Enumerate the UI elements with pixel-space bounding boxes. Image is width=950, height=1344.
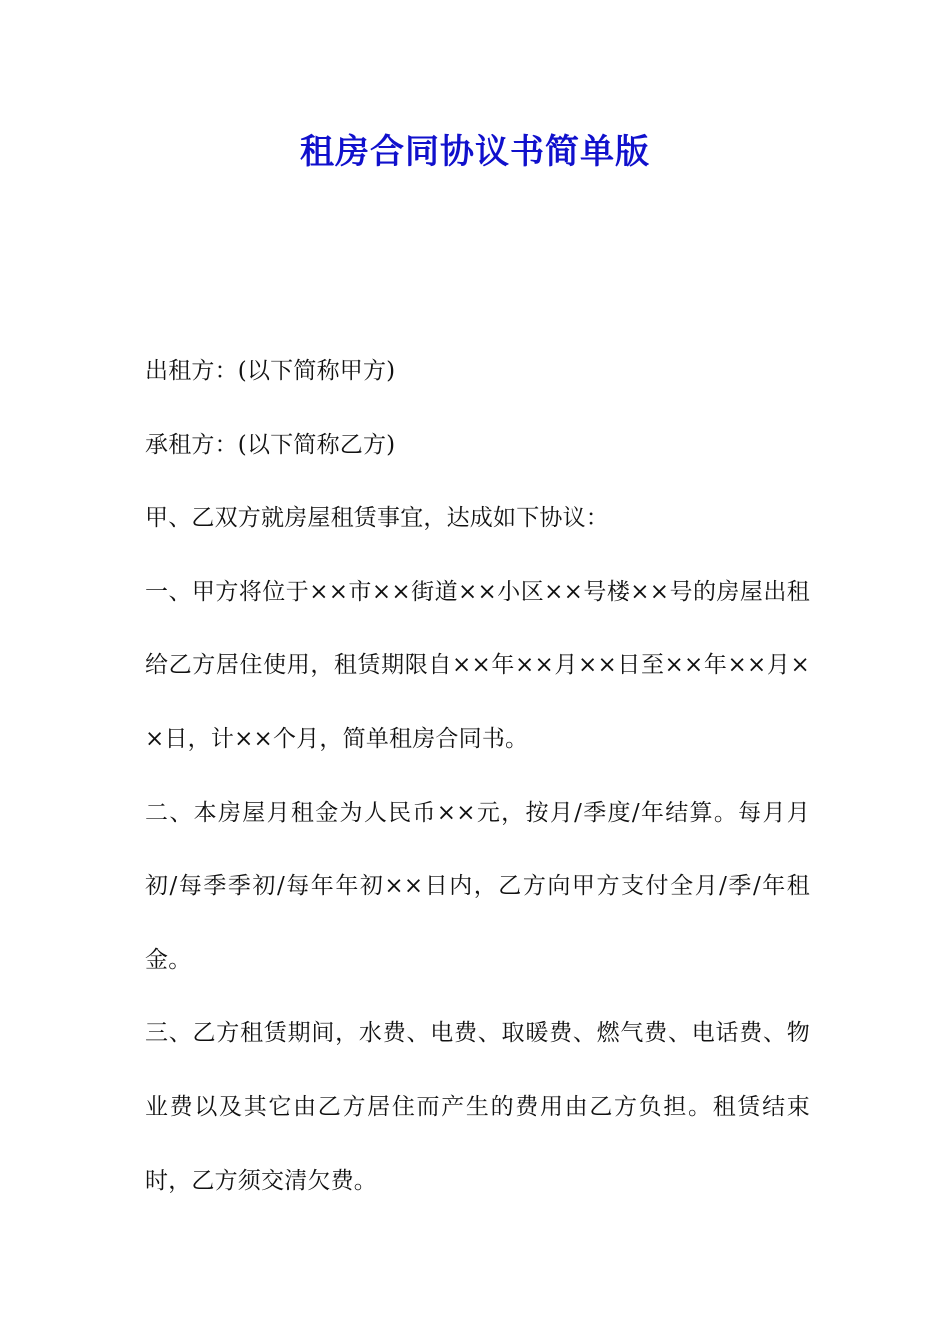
lessor-line: 出租方：(以下简称甲方) <box>145 358 396 384</box>
clause-1: 一、甲方将位于××市××街道××小区××号楼××号的房屋出租给乙方居住使用，租赁期限自××年××月××日至××年××月××日，计××个月，简单租房合同书。 <box>145 578 810 752</box>
clause-2: 二、本房屋月租金为人民币××元，按月/季度/年结算。每月月初/每季季初/每年年初××日内，乙方向甲方支付全月/季/年租金。 <box>145 799 810 973</box>
intro-line: 甲、乙双方就房屋租赁事宜，达成如下协议： <box>145 505 609 532</box>
document-body <box>145 335 810 1218</box>
lessee-line: 承租方：(以下简称乙方) <box>145 431 396 458</box>
document-title: 租房合同协议书简单版 <box>300 132 650 172</box>
clause-3: 三、乙方租赁期间，水费、电费、取暖费、燃气费、电话费、物业费以及其它由乙方居住而产生的费用由乙方负担。租赁结束时，乙方须交清欠费。 <box>145 1020 810 1194</box>
